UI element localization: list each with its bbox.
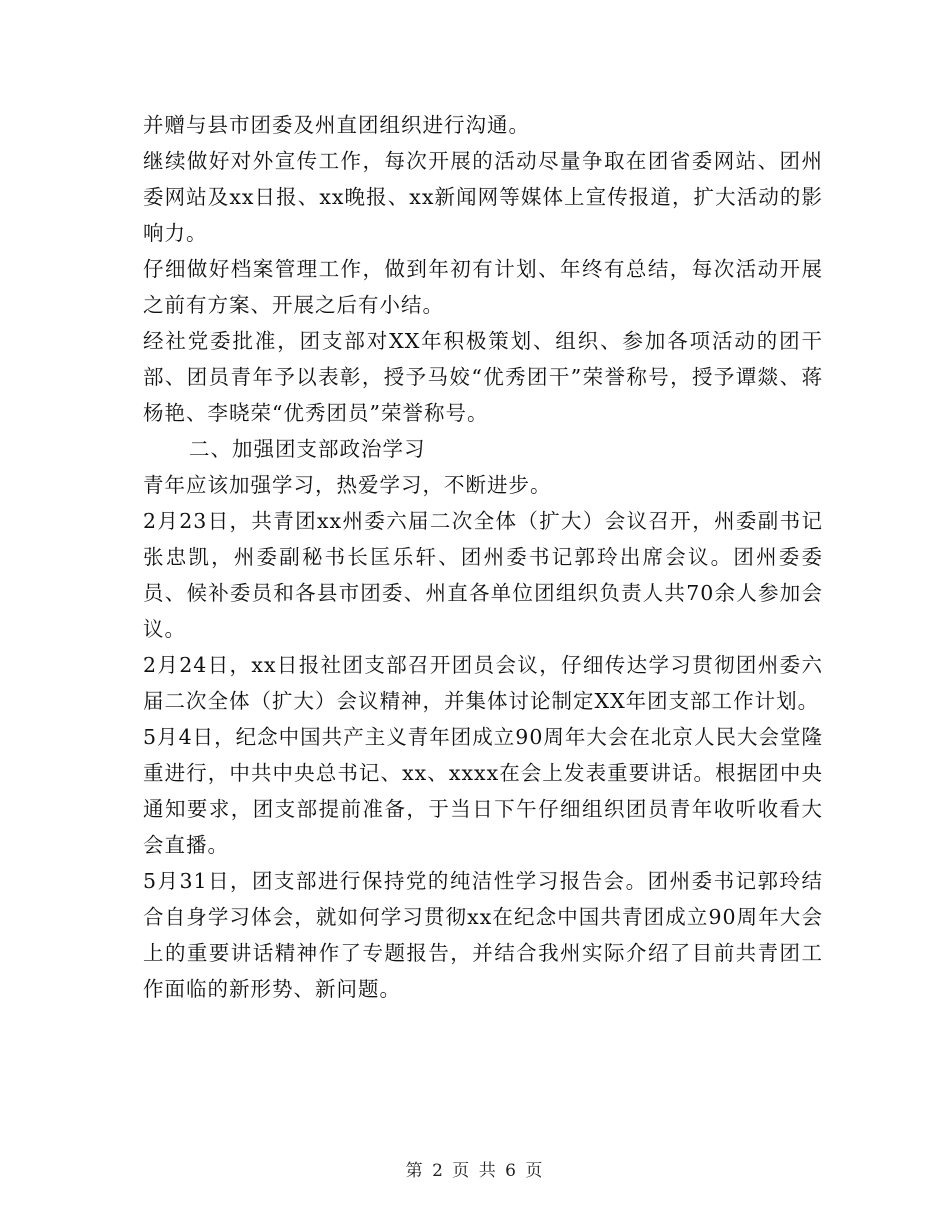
- document-body: [143, 107, 823, 1007]
- paragraph: 继续做好对外宣传工作，每次开展的活动尽量争取在团省委网站、团州委网站及xx日报、xx晚报、xx新闻网等媒体上宣传报道，扩大活动的影响力。: [143, 149, 823, 245]
- paragraph: 并赠与县市团委及州直团组织进行沟通。: [143, 113, 530, 137]
- page-footer: 第 2 页 共 6 页: [405, 1161, 545, 1181]
- paragraph: 青年应该加强学习，热爱学习，不断进步。: [143, 473, 552, 497]
- paragraph: 5月4日，纪念中国共产主义青年团成立90周年大会在北京人民大会堂隆重进行，中共中央总书记、xx、xxxx在会上发表重要讲话。根据团中央通知要求，团支部提前准备，于当日下午仔细组织团员青年收听收看大会直播。: [143, 725, 823, 857]
- paragraph: 2月23日，共青团xx州委六届二次全体（扩大）会议召开，州委副书记张忠凯，州委副秘书长匡乐轩、团州委书记郭玲出席会议。团州委委员、候补委员和各县市团委、州直各单位团组织负责人共70余人参加会议。: [143, 509, 823, 641]
- paragraph: 经社党委批准，团支部对XX年积极策划、组织、参加各项活动的团干部、团员青年予以表彰，授予马姣“优秀团干”荣誉称号，授予谭燚、蒋杨艳、李晓荣“优秀团员”荣誉称号。: [143, 329, 823, 425]
- paragraph: 2月24日，xx日报社团支部召开团员会议，仔细传达学习贯彻团州委六届二次全体（扩大）会议精神，并集体讨论制定XX年团支部工作计划。: [143, 653, 823, 713]
- paragraph: 5月31日，团支部进行保持党的纯洁性学习报告会。团州委书记郭玲结合自身学习体会，就如何学习贯彻xx在纪念中国共青团成立90周年大会上的重要讲话精神作了专题报告，并结合我州实际介绍了目前共青团工作面临的新形势、新问题。: [143, 869, 823, 1001]
- section-heading: 二、加强团支部政治学习: [189, 437, 426, 461]
- paragraph: 仔细做好档案管理工作，做到年初有计划、年终有总结，每次活动开展之前有方案、开展之后有小结。: [143, 257, 823, 317]
